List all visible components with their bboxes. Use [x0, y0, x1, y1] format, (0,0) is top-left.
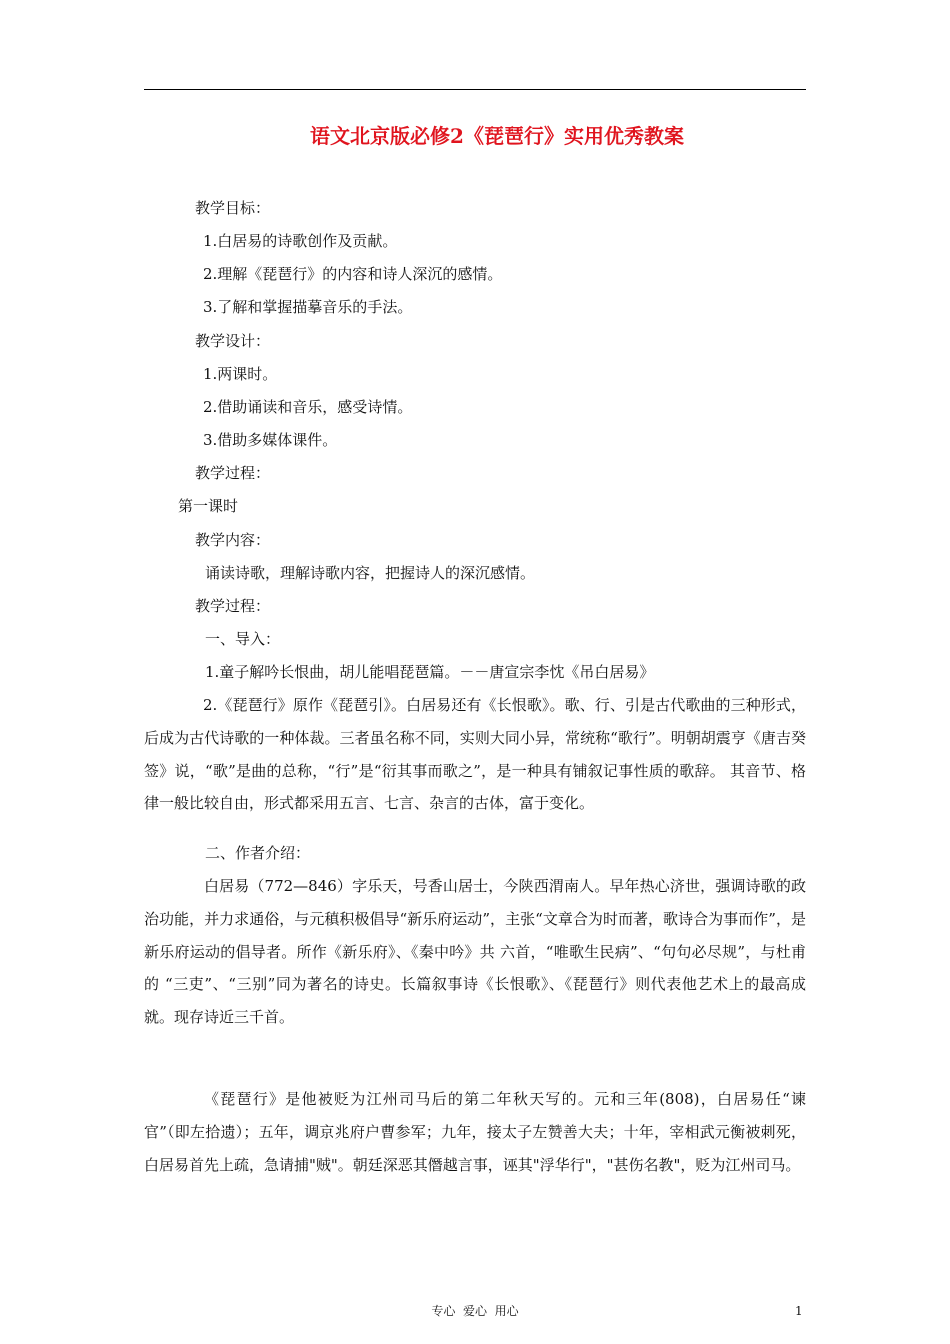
document-title: 语文北京版必修2《琵琶行》实用优秀教案 [310, 124, 684, 148]
design-item-3: 3.借助多媒体课件。 [203, 431, 338, 449]
content-text: 诵读诗歌，理解诗歌内容，把握诗人的深沉感情。 [205, 564, 536, 582]
footer-motto: 专心 爱心 用心 [431, 1304, 519, 1318]
design-heading: 教学设计： [195, 332, 271, 350]
design-item-2: 2.借助诵读和音乐，感受诗情。 [203, 398, 413, 416]
author-heading: 二、作者介绍： [205, 844, 311, 862]
process-heading-2: 教学过程： [195, 597, 271, 615]
intro-item-2-paragraph: 2.《琵琶行》原作《琵琶引》。白居易还有《长恨歌》。歌、行、引是古代歌曲的三种形式，后成为古代诗歌的一种体裁。三者虽名称不同，实则大同小异，常统称“歌行”。明朝胡震亨《唐吉癸签》说，“歌”是曲的总称，“行”是“衍其事而歌之”，是一种具有铺叙记事性质的歌辞。 其音节、格律一般比较自由，形式都采用五言、七言、杂言的古体，富于变化。 [144, 696, 806, 813]
intro-heading: 一、导入： [205, 630, 281, 648]
goal-item-1: 1.白居易的诗歌创作及贡献。 [203, 232, 398, 250]
process-heading: 教学过程： [195, 464, 271, 482]
content-heading: 教学内容： [195, 531, 271, 549]
author-paragraph-1: 白居易（772—846）字乐天，号香山居士，今陕西渭南人。早年热心济世，强调诗歌的政治功能，并力求通俗，与元稹积极倡导“新乐府运动”，主张“文章合为时而著，歌诗合为事而作”，是新乐府运动的倡导者。所作《新乐府》、《秦中吟》共 六首，“唯歌生民病”、“句句必尽规”，与杜甫的 “三吏”、“三别”同为著名的诗史。长篇叙事诗《长恨歌》、《琵琶行》则代表他艺术上的最高成就。现存诗近三千首。 [144, 877, 806, 1027]
goals-heading: 教学目标： [195, 199, 271, 217]
goal-item-2: 2.理解《琵琶行》的内容和诗人深沉的感情。 [203, 265, 503, 283]
design-item-1: 1.两课时。 [203, 365, 278, 383]
goal-item-3: 3.了解和掌握描摹音乐的手法。 [203, 298, 413, 316]
page-number: 1 [795, 1304, 803, 1318]
author-paragraph-2: 《琵琶行》是他被贬为江州司马后的第二年秋天写的。元和三年(808)，白居易任“谏官”（即左拾遗）；五年，调京兆府户曹参军；九年，接太子左赞善大夫；十年，宰相武元衡被刺死，白居易首先上疏，急请捕"贼"。朝廷深恶其僭越言事，诬其"浮华行"，"甚伤名教"，贬为江州司马。 [144, 1090, 806, 1174]
intro-item-1: 1.童子解吟长恨曲，胡儿能唱琵琶篇。－－唐宣宗李忱《吊白居易》 [205, 663, 655, 681]
header-rule [144, 89, 806, 90]
lesson-one-heading: 第一课时 [178, 497, 239, 515]
